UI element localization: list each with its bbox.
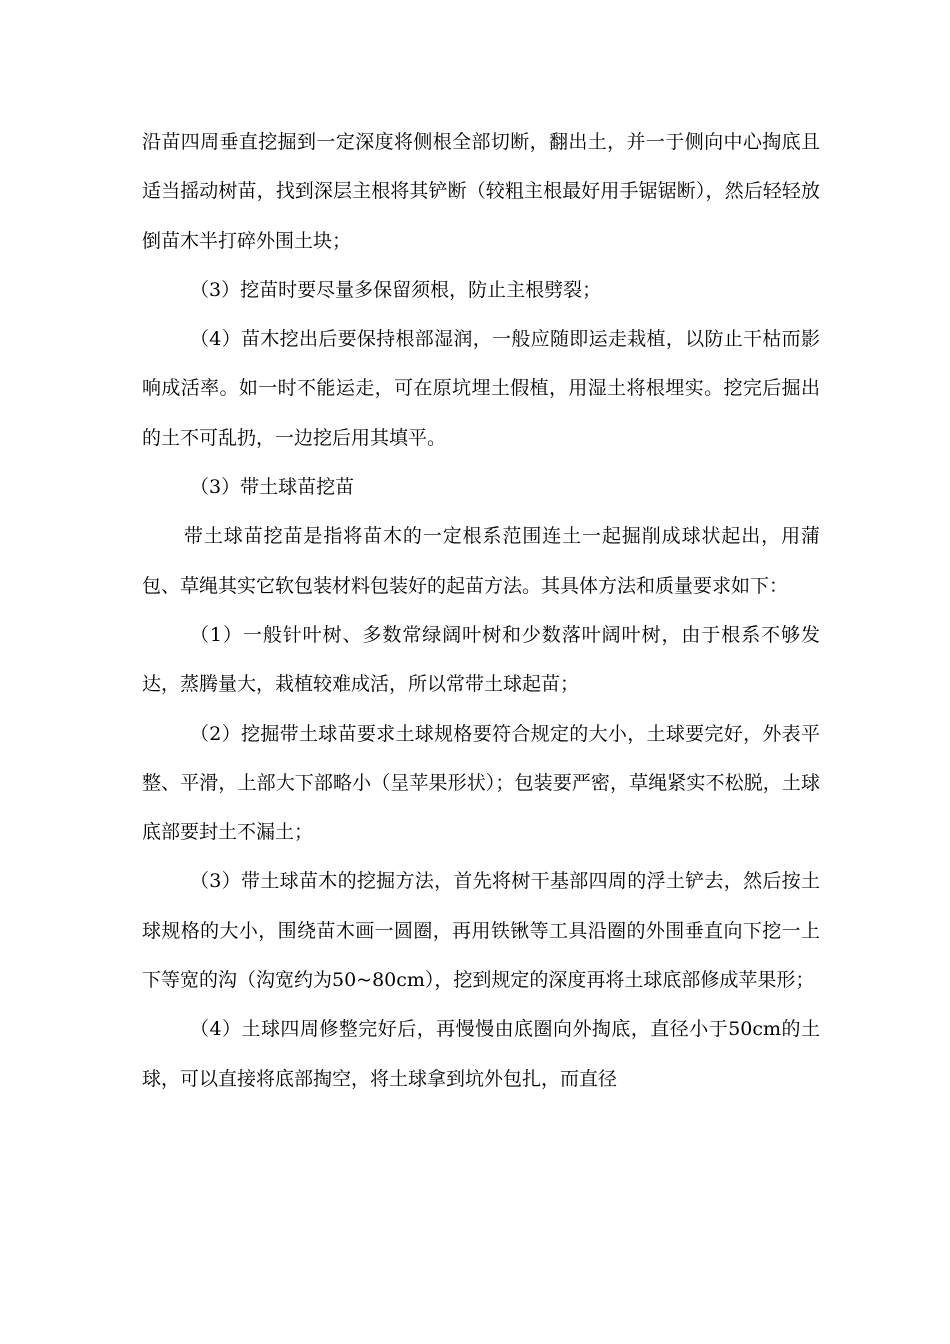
paragraph-continuation: 沿苗四周垂直挖掘到一定深度将侧根全部切断，翻出土，并一于侧向中心掏底且适当摇动树苗，找到深层主根将其铲断（较粗主根最好用手锯锯断），然后轻轻放倒苗木半打碎外围土块； xyxy=(142,131,820,252)
paragraph-soil-ball-intro: 带土球苗挖苗是指将苗木的一定根系范围连土一起掘削成球状起出，用蒲包、草绳其实它软包装材料包装好的起苗方法。其具体方法和质量要求如下： xyxy=(142,525,820,597)
document-body xyxy=(142,118,820,1104)
paragraph-soil-ball-step-2: （2）挖掘带土球苗要求土球规格要符合规定的大小，土球要完好，外表平整、平滑，上部大下部略小（呈苹果形状）；包装要严密，草绳紧实不松脱，土球底部要封土不漏土； xyxy=(142,722,820,844)
paragraph-soil-ball-step-1: （1）一般针叶树、多数常绿阔叶树和少数落叶阔叶树，由于根系不够发达，蒸腾量大，栽植较难成活，所以常带土球起苗； xyxy=(142,623,820,696)
paragraph-step-3-root-care: （3）挖苗时要尽量多保留须根，防止主根劈裂； xyxy=(190,278,602,301)
paragraph-soil-ball-step-4: （4）土球四周修整完好后，再慢慢由底圈向外掏底，直径小于50cm的土球，可以直接将底部掏空，将土球拿到坑外包扎，而直径 xyxy=(142,1018,820,1090)
paragraph-soil-ball-step-3: （3）带土球苗木的挖掘方法，首先将树干基部四周的浮土铲去，然后按土球规格的大小，围绕苗木画一圆圈，再用铁锹等工具沿圈的外围垂直向下挖一上下等宽的沟（沟宽约为50~80cm），挖到规定的深度再将土球底部修成苹果形； xyxy=(142,870,820,992)
paragraph-step-4-keep-moist: （4）苗木挖出后要保持根部湿润，一般应随即运走栽植，以防止干枯而影响成活率。如一时不能运走，可在原坑埋土假植，用湿土将根埋实。挖完后掘出的土不可乱扔，一边挖后用其填平。 xyxy=(142,328,820,449)
section-heading-soil-ball: （3）带土球苗挖苗 xyxy=(190,476,355,499)
